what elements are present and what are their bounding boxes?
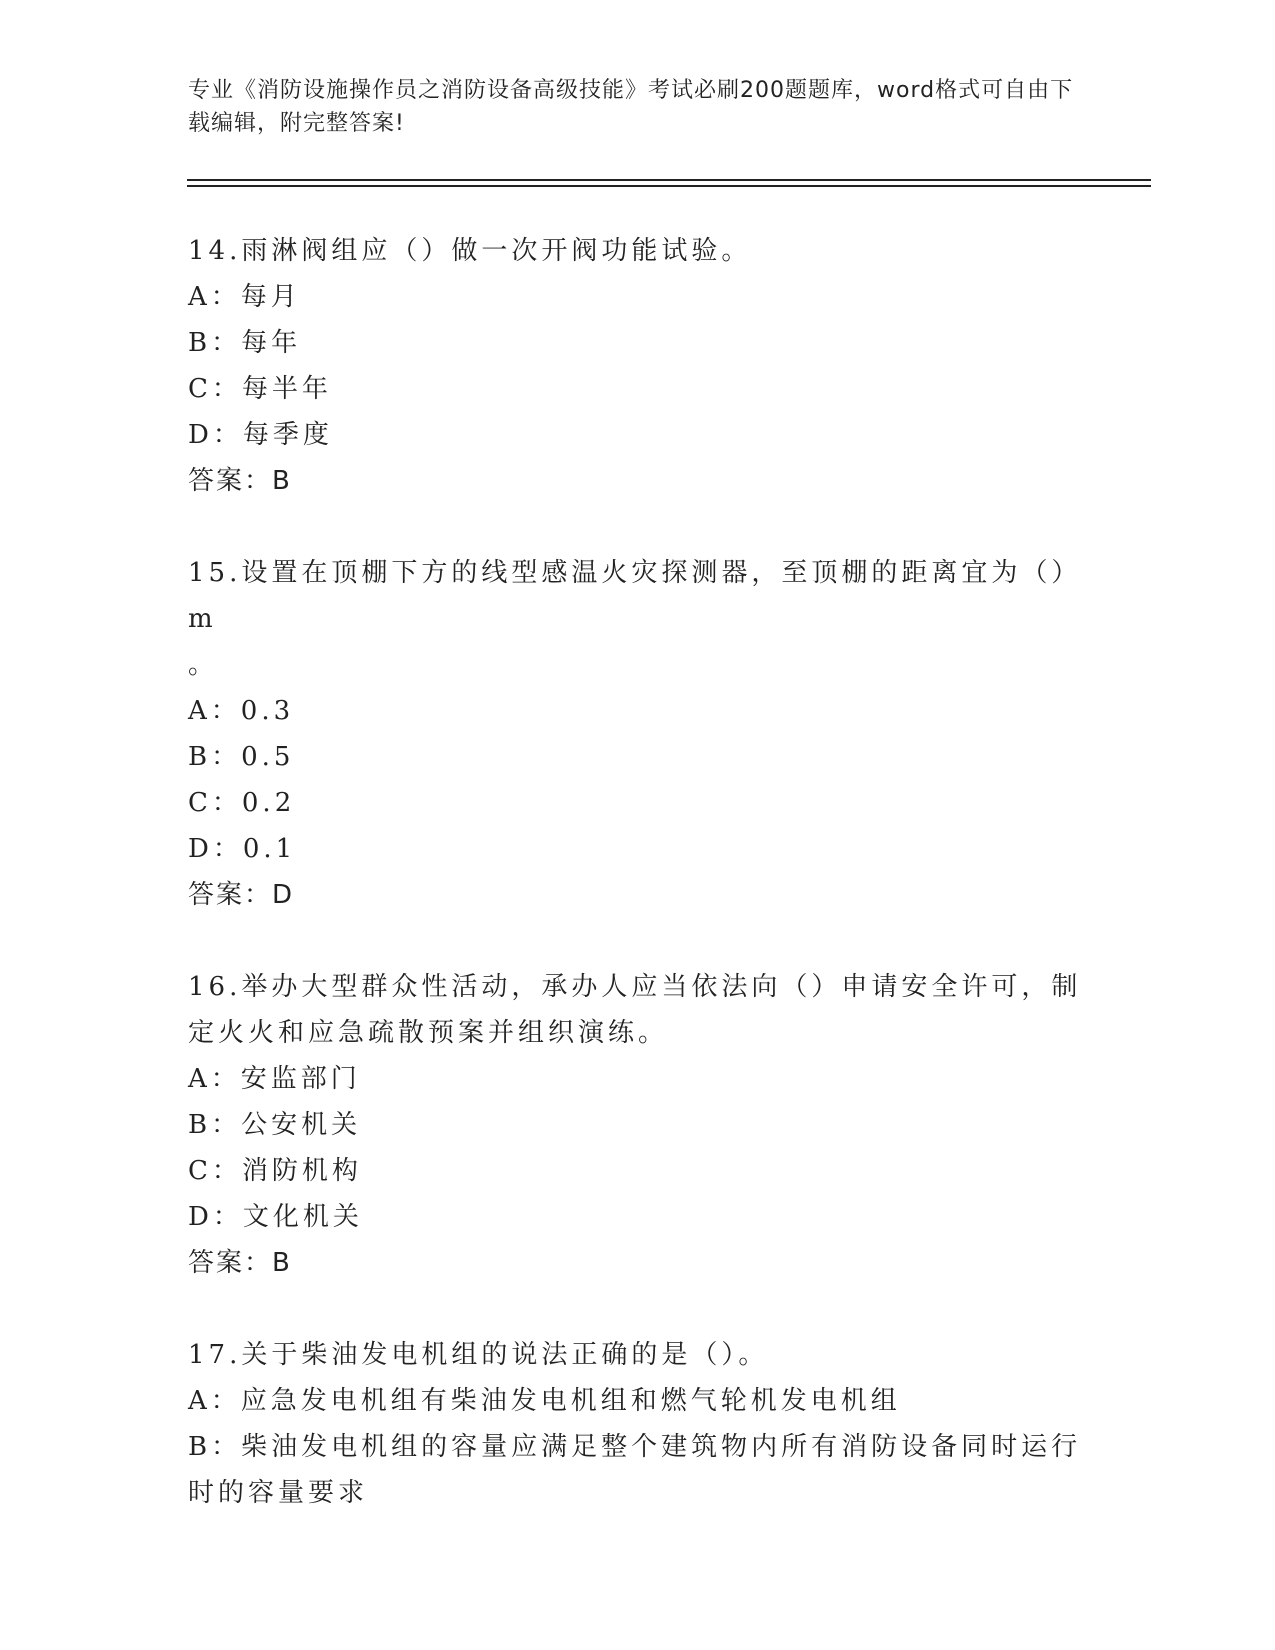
option-a: A：应急发电机组有柴油发电机组和燃气轮机发电机组 <box>188 1386 901 1416</box>
option-d: D：每季度 <box>188 420 333 450</box>
option-d: D：0.1 <box>188 834 297 864</box>
option-a: A：安监部门 <box>188 1064 361 1094</box>
option-c: C：消防机构 <box>188 1156 362 1186</box>
option-a: A：每月 <box>188 282 301 312</box>
question-stem: 16.举办大型群众性活动，承办人应当依法向（）申请安全许可，制定火火和应急疏散预案并组织演练。 <box>188 972 1082 1048</box>
document-intro: 专业《消防设施操作员之消防设备高级技能》考试必刷200题题库，word格式可自由下载编辑，附完整答案! <box>188 78 1074 136</box>
option-b: B：0.5 <box>188 742 295 772</box>
option-b: B：柴油发电机组的容量应满足整个建筑物内所有消防设备同时运行时的容量要求 <box>188 1432 1082 1508</box>
question-17 <box>188 1332 1088 1516</box>
header-divider-top <box>187 179 1151 181</box>
header-divider-bottom <box>187 185 1151 187</box>
option-b: B：每年 <box>188 328 302 358</box>
option-c: C：0.2 <box>188 788 296 818</box>
option-b: B：公安机关 <box>188 1110 362 1140</box>
question-15 <box>188 550 1088 918</box>
option-c: C：每半年 <box>188 374 332 404</box>
question-stem: 17.关于柴油发电机组的说法正确的是（）。 <box>188 1340 769 1370</box>
option-d: D：文化机关 <box>188 1202 363 1232</box>
option-a: A：0.3 <box>188 696 295 726</box>
question-stem: 15.设置在顶棚下方的线型感温火灾探测器，至顶棚的距离宜为（）m 。 <box>188 558 1082 680</box>
question-stem: 14.雨淋阀组应（）做一次开阀功能试验。 <box>188 236 752 266</box>
question-list <box>188 228 1088 1562</box>
answer-line: 答案：B <box>188 1248 292 1278</box>
question-16 <box>188 964 1088 1286</box>
answer-line: 答案：B <box>188 466 292 496</box>
question-14 <box>188 228 1088 504</box>
answer-line: 答案：D <box>188 880 295 910</box>
